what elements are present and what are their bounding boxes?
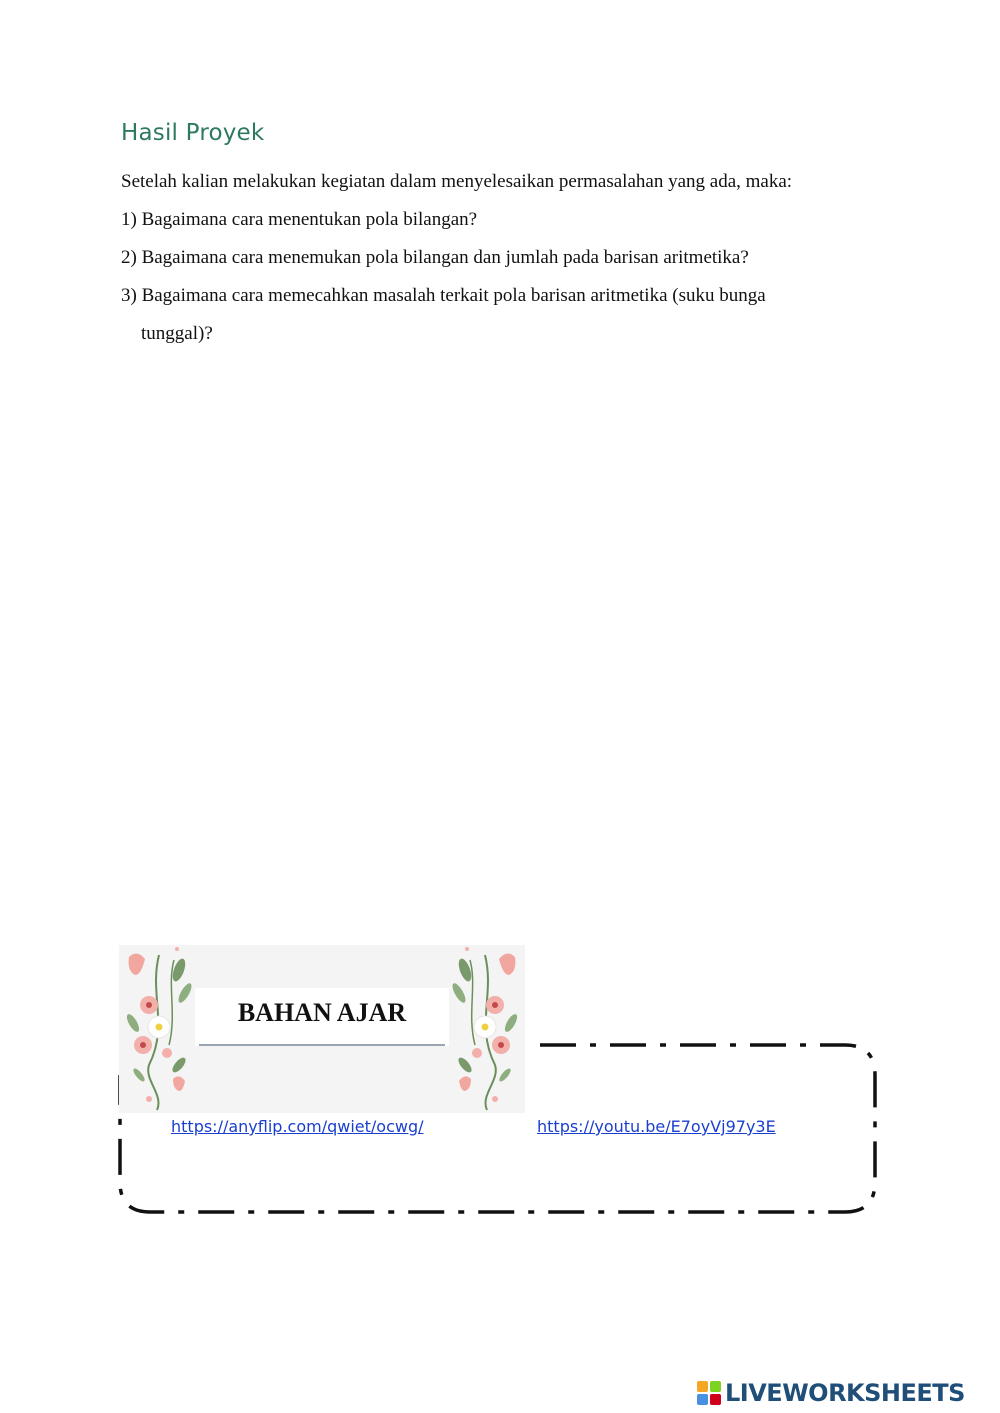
question-2: 2) Bagaimana cara menemukan pola bilangan dan jumlah pada barisan aritmetika?: [121, 247, 749, 268]
bahan-ajar-banner[interactable]: [119, 945, 525, 1113]
banner-title: BAHAN AJAR: [237, 998, 407, 1027]
liveworksheets-brand[interactable]: [696, 1378, 965, 1408]
question-3: 3) Bagaimana cara memecahkan masalah terkait pola barisan aritmetika (suku bunga: [121, 285, 766, 306]
intro-text: Setelah kalian melakukan kegiatan dalam menyelesaikan permasalahan yang ada, maka:: [121, 171, 793, 192]
question-3-continuation: tunggal)?: [141, 323, 213, 344]
question-1: 1) Bagaimana cara menentukan pola bilangan?: [121, 209, 478, 230]
brand-name: LIVEWORKSHEETS: [725, 1379, 965, 1407]
anyflip-link[interactable]: https://anyflip.com/qwiet/ocwg/: [171, 1117, 424, 1136]
banner-underline: [199, 1044, 445, 1046]
flower-icon: [119, 945, 195, 1113]
youtube-link[interactable]: https://youtu.be/E7oyVj97y3E: [537, 1117, 776, 1136]
section-heading: Hasil Proyek: [121, 120, 265, 146]
flower-icon: [449, 945, 525, 1113]
banner-title-box: [195, 988, 449, 1046]
liveworksheets-logo-icon: [696, 1380, 722, 1406]
